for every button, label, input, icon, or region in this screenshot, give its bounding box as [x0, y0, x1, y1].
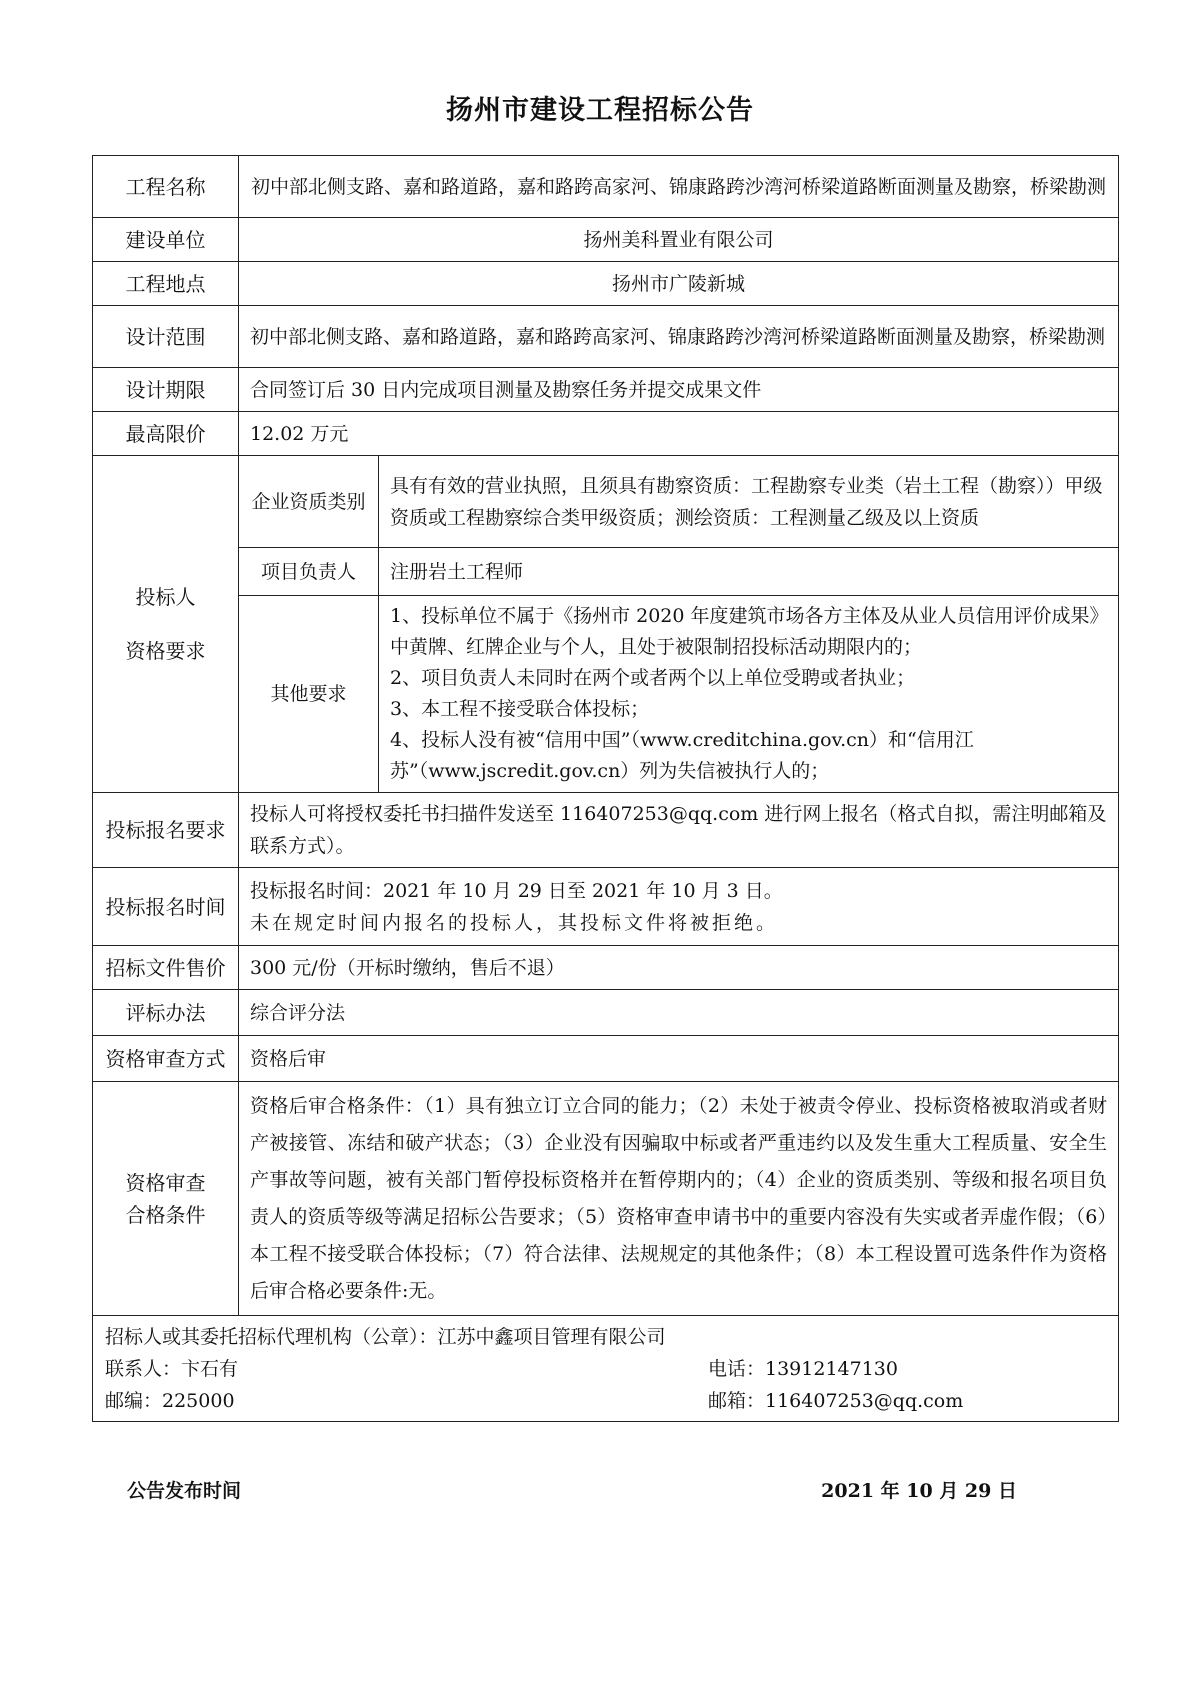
- contact-phone: 电话：13912147130: [708, 1357, 898, 1380]
- other-requirements-list: [379, 596, 1119, 793]
- evaluation-method-label: 评标办法: [93, 990, 239, 1036]
- row-registration-time: [93, 868, 1119, 946]
- review-conditions-value: 资格后审合格条件：（1）具有独立订立合同的能力；（2）未处于被责令停业、投标资格被取消或者财产被接管、冻结和破产状态；（3）企业没有因骗取中标或者严重违约以及发生重大工程质量、安全生产事故等问题，被有关部门暂停投标资格并在暂停期内的；（4）企业的资质类别、等级和报名项目负责人的资质等级等满足招标公告要求；（5）资格审查申请书中的重要内容没有失实或者弄虚作假；（6）本工程不接受联合体投标；（7）符合法律、法规规定的其他条件；（8）本工程设置可选条件作为资格后审合格必要条件:无。: [239, 1082, 1119, 1316]
- enterprise-qualification-value: 具有有效的营业执照，且须具有勘察资质：工程勘察专业类（岩土工程（勘察））甲级资质或工程勘察综合类甲级资质；测绘资质：工程测量乙级及以上资质: [379, 456, 1119, 548]
- builder-label: 建设单位: [93, 218, 239, 262]
- row-evaluation-method: [93, 990, 1119, 1036]
- evaluation-method-value: 综合评分法: [239, 990, 1119, 1036]
- registration-requirement-label: 投标报名要求: [93, 793, 239, 868]
- row-document-price: [93, 946, 1119, 990]
- project-manager-label: 项目负责人: [239, 548, 379, 596]
- registration-requirement-value: 投标人可将授权委托书扫描件发送至 116407253@qq.com 进行网上报名（格式自拟，需注明邮箱及联系方式）。: [239, 793, 1119, 868]
- registration-time-value: [239, 868, 1119, 946]
- review-method-value: 资格后审: [239, 1036, 1119, 1082]
- review-conditions-label-line2: 合格条件: [125, 1202, 206, 1227]
- design-scope-value: 初中部北侧支路、嘉和路道路，嘉和路跨高家河、锦康路跨沙湾河桥梁道路断面测量及勘察，桥梁勘测: [239, 306, 1119, 368]
- row-other-requirements: [93, 596, 1119, 793]
- design-period-label: 设计期限: [93, 368, 239, 412]
- row-design-scope: [93, 306, 1119, 368]
- row-design-period: [93, 368, 1119, 412]
- location-value: 扬州市广陵新城: [239, 262, 1119, 306]
- max-price-value: 12.02 万元: [239, 412, 1119, 456]
- document-price-value: 300 元/份（开标时缴纳，售后不退）: [239, 946, 1119, 990]
- row-project-manager: [93, 548, 1119, 596]
- publish-footer: [127, 1476, 1017, 1503]
- review-method-label: 资格审查方式: [93, 1036, 239, 1082]
- row-project-name: [93, 156, 1119, 218]
- registration-time-line1: 投标报名时间：2021 年 10 月 29 日至 2021 年 10 月 3 日。: [250, 879, 783, 902]
- other-requirement-item: 1、投标单位不属于《扬州市 2020 年度建筑市场各方主体及从业人员信用评价成果》中黄牌、红牌企业与个人，且处于被限制招投标活动期限内的；: [390, 605, 1100, 658]
- row-location: [93, 262, 1119, 306]
- other-requirement-item: 2、项目负责人未同时在两个或者两个以上单位受聘或者执业；: [390, 667, 916, 689]
- review-conditions-label-line1: 资格审查: [125, 1170, 206, 1195]
- publish-date: 2021 年 10 月 29 日: [821, 1480, 1017, 1502]
- project-manager-value: 注册岩土工程师: [379, 548, 1119, 596]
- qualification-label-line2: 资格要求: [125, 639, 206, 663]
- location-label: 工程地点: [93, 262, 239, 306]
- tender-notice-table: [92, 155, 1119, 1422]
- qualification-label-line1: 投标人: [135, 585, 196, 609]
- project-name-label: 工程名称: [93, 156, 239, 218]
- page-title: 扬州市建设工程招标公告: [446, 95, 754, 126]
- other-requirements-label: 其他要求: [239, 596, 379, 793]
- registration-time-label: 投标报名时间: [93, 868, 239, 946]
- row-max-price: [93, 412, 1119, 456]
- row-review-method: [93, 1036, 1119, 1082]
- other-requirement-item: 4、投标人没有被“信用中国”（www.creditchina.gov.cn）和“信用江苏”（www.jscredit.gov.cn）列为失信被执行人的；: [390, 729, 974, 782]
- contact-person: 联系人：卞石有: [105, 1357, 239, 1380]
- enterprise-qualification-label: 企业资质类别: [239, 456, 379, 548]
- registration-time-line2: 未在规定时间内报名的投标人，其投标文件将被拒绝。: [250, 911, 779, 934]
- row-contact: [93, 1316, 1119, 1422]
- contact-block: [93, 1316, 1119, 1422]
- row-registration-requirement: [93, 793, 1119, 868]
- agency-line: 招标人或其委托招标代理机构（公章）：江苏中鑫项目管理有限公司: [105, 1325, 666, 1348]
- other-requirement-item: 3、本工程不接受联合体投标；: [390, 698, 650, 720]
- row-review-conditions: [93, 1082, 1119, 1316]
- review-conditions-label: [93, 1082, 239, 1316]
- row-enterprise-qualification: [93, 456, 1119, 548]
- builder-value: 扬州美科置业有限公司: [239, 218, 1119, 262]
- document-price-label: 招标文件售价: [93, 946, 239, 990]
- max-price-label: 最高限价: [93, 412, 239, 456]
- contact-postcode: 邮编：225000: [105, 1389, 235, 1412]
- row-builder: [93, 218, 1119, 262]
- contact-email: 邮箱：116407253@qq.com: [708, 1389, 964, 1412]
- design-period-value: 合同签订后 30 日内完成项目测量及勘察任务并提交成果文件: [239, 368, 1119, 412]
- publish-time-label: 公告发布时间: [127, 1480, 242, 1502]
- design-scope-label: 设计范围: [93, 306, 239, 368]
- qualification-label: [93, 456, 239, 793]
- project-name-value: 初中部北侧支路、嘉和路道路，嘉和路跨高家河、锦康路跨沙湾河桥梁道路断面测量及勘察，桥梁勘测: [239, 156, 1119, 218]
